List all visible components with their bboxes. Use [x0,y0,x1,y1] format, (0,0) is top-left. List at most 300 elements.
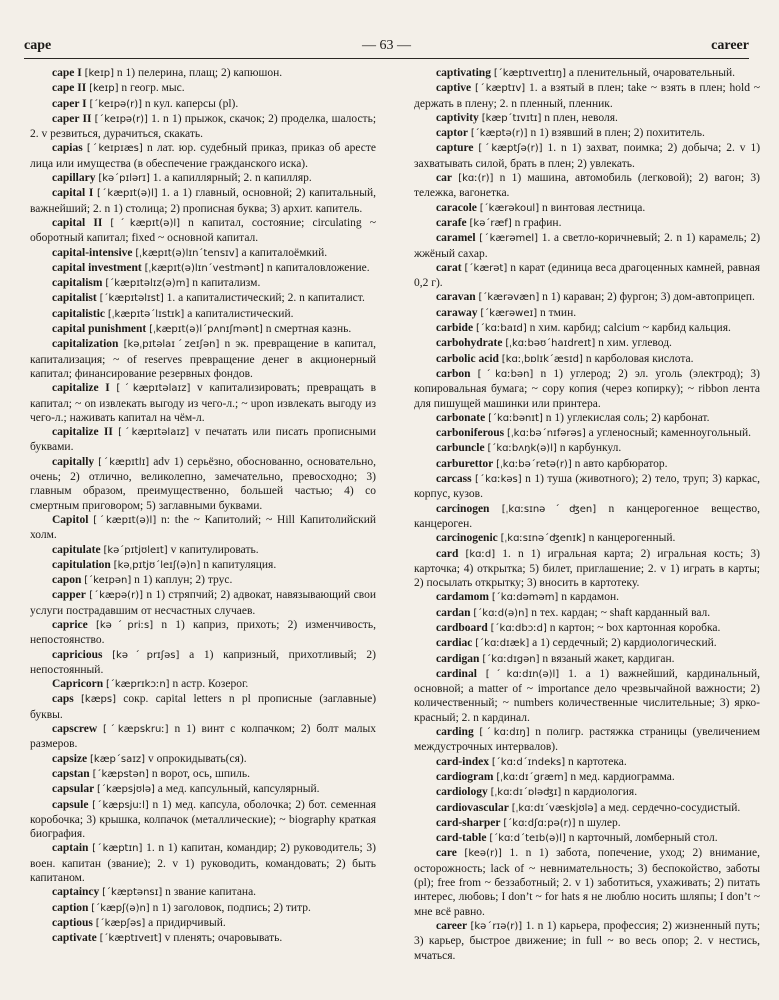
definition: a 1) капризный, прихотливый; 2) непостоянный. [30,648,376,676]
headword: carbon [436,367,471,380]
transcription: [kɑː(r)] [458,173,494,185]
dictionary-entry [414,606,760,621]
transcription: [kəˊprɪʃəs] [112,649,180,661]
transcription: [ˌkɑːdɪˊɒləʤɪ] [490,787,562,799]
definition: v пленять; очаровывать. [164,932,283,945]
transcription: [ˌkɑːdɪˊvæskjʊlə] [511,802,598,814]
headword: carburettor [436,457,494,470]
headword: carbolic acid [436,352,499,365]
transcription: [ˊkɑːdbɔːd] [490,622,547,634]
definition: 1. n 1) капитан, командир; 2) руководитель; 3) воен. капитан (звание); 2. v 1) руководить, командовать; 2) быть капитаном. [30,842,376,885]
dictionary-entry [414,426,760,441]
dictionary-entry [414,171,760,201]
headword: cardinal [436,667,477,680]
dictionary-entry [414,352,760,367]
transcription: [kəˊpriːs] [95,619,154,631]
headword: capsular [52,783,95,796]
dictionary-entry [30,841,376,885]
transcription: [ˌkɑːsɪnəˊʤen] [501,503,597,515]
headword: card-table [436,832,487,845]
headword: cardiogram [436,770,494,783]
definition: 1. a светло-коричневый; 2. n 1) карамель; 2) жжёный сахар. [414,232,760,260]
definition: 1. a капиллярный; 2. n капилляр. [152,172,312,185]
transcription: [ˊkɑːbənɪt] [488,412,543,424]
dictionary-entry [414,755,760,770]
definition: n тех. кардан; ~ shaft карданный вал. [531,606,711,619]
definition: 1. n 1) захват, поимка; 2) добыча; 2. v 1) захватывать силой, брать в плен; 2) увлекать. [414,142,760,170]
dictionary-entry [30,381,376,425]
definition: a капиталоёмкий. [241,246,328,259]
dictionary-entry [30,66,376,81]
transcription: [ˊkɑːdˊteɪb(ə)l] [489,833,566,845]
headword: capillary [52,172,96,185]
dictionary-entry [414,441,760,456]
headword: capitalization [52,338,119,351]
dictionary-entry [414,261,760,291]
definition: n 1) взявший в плен; 2) похититель. [530,127,705,140]
headword: caper II [52,112,92,125]
definition: n 1) заголовок, подпись; 2) титр. [152,901,311,914]
headword: captious [52,916,93,929]
definition: 1. a 1) главный, основной; 2) капитальный, важнейший; 2. n 1) столица; 2) прописная буква; 3) архит. капитель. [30,187,376,215]
dictionary-entry [30,588,376,618]
transcription: [ˊkæpsjuːl] [92,799,149,811]
definition: n 1) стряпчий; 2) адвокат, навязывающий свои услуги пострадавшим от несчастных случаев. [30,589,376,617]
definition: n авто карбюратор. [574,457,668,470]
headword: cardan [436,606,471,619]
dictionary-entry [30,885,376,900]
transcription: [ˊkɑːdˊɪndeks] [491,756,566,768]
transcription: [ˊkæpskruː] [103,724,169,736]
headword: cardboard [436,621,488,634]
dictionary-entry [414,846,760,918]
headword: capital II [52,216,103,229]
dictionary-entry [414,785,760,800]
definition: n кул. каперсы (pl). [144,97,239,110]
transcription: [ˊkɑːdʃɑːpə(r)] [503,817,576,829]
dictionary-entry [414,621,760,636]
headword: capital-intensive [52,246,133,259]
headword: cardigan [436,652,480,665]
right-guide-word: career [711,38,749,53]
headword: caps [52,693,74,706]
headword: caper I [52,97,87,110]
definition: n канцерогенный. [588,532,676,545]
headword: caraway [436,306,478,319]
definition: v печатать или писать прописными буквами. [30,426,376,454]
headword: cardiac [436,637,473,650]
definition: n смертная казнь. [265,323,352,336]
headword: carbide [436,322,474,335]
dictionary-entry [414,141,760,171]
definition: v опрокидывать(ся). [147,752,247,765]
headword: captaincy [52,886,100,899]
headword: capital punishment [52,323,147,336]
headword: card-sharper [436,816,501,829]
definition: v капитализировать; превращать в капитал; ~ on извлекать выгоду из чего-л.; ~ upon извлекать выгоду из чего-л.; наживать капитал на чём-л. [30,382,376,424]
definition: n 1) углерод; 2) эл. уголь (электрод); 3) копировальная бумага; ~ copy копия (через копирку); ~ ribbon лента для пишущей машинки или принтера. [414,367,760,410]
dictionary-entry [30,722,376,752]
dictionary-entry [30,752,376,767]
transcription: [ˊkɑːdɪgən] [482,653,540,665]
transcription: [kɑːˌbɒlɪkˊæsɪd] [501,353,583,365]
transcription: [ˌkɑːsɪnəˊʤenɪk] [500,533,586,545]
definition: n графин. [514,216,562,229]
definition: a 1) сердечный; 2) кардиологический. [532,637,717,650]
dictionary-entry [414,816,760,831]
headword: caravan [436,291,476,304]
dictionary-entry [30,171,376,186]
definition: 1. n 1) забота, попечение, уход; 2) внимание, осторожность; lack of ~ невнимательность; 3) беспокойство, заботы (pl); free from ~ беззаботный; 2. v 1) заботиться, ухаживать; 2) питать интерес, любовь; I don’t ~ for hats я не люблю носить шляпы; I don’t ~ мне всё равно. [414,847,760,918]
definition: n карат (единица веса драгоценных камней, равная 0,2 г). [414,261,760,290]
definition: n кардиология. [564,786,638,799]
dictionary-entry [30,513,376,543]
dictionary-entry [30,186,376,216]
headword: capitalize II [52,426,113,439]
definition: n геогр. мыс. [121,82,185,95]
headword: cardiology [436,786,488,799]
headword: caramel [436,232,476,245]
headword: carcinogenic [436,532,498,545]
dictionary-entry [30,261,376,276]
definition: n 1) каплун; 2) трус. [134,574,233,587]
dictionary-entry [414,201,760,216]
headword: Capitol [52,513,89,526]
definition: n канцерогенное вещество, канцероген. [414,502,760,530]
dictionary-entry [414,111,760,126]
headword: cardamom [436,591,490,604]
transcription: [ˌkæpɪtəˊlɪstɪk] [107,308,185,320]
dictionary-entry [414,81,760,111]
dictionary-entry [30,276,376,291]
definition: n картон; ~ box картонная коробка. [549,621,721,634]
transcription: [kəˊpɪtjʊleɪt] [103,544,168,556]
headword: captivating [436,67,491,79]
headword: card [436,547,459,560]
transcription: [ˌkɑːdɪˊgræm] [496,771,568,783]
transcription: [keə(r)] [464,848,502,860]
transcription: [ˊkeɪpə(r)] [94,113,148,125]
definition: n винтовая лестница. [541,201,646,214]
definition: n картотека. [568,755,627,768]
dictionary-entry [30,692,376,722]
dictionary-entry [30,455,376,513]
headword: capstan [52,767,90,780]
definition: n лат. юр. судебный приказ, приказ об аресте лица или имущества (в обеспечение гражданского иска). [30,142,376,170]
headword: carding [436,726,474,739]
definition: n шулер. [578,816,621,829]
definition: 1. a капиталистический; 2. n капиталист. [166,292,365,305]
headword: carcass [436,473,472,486]
dictionary-entry [30,425,376,455]
definition: n мед. кардиограмма. [570,770,675,783]
transcription: [ˊkærəkoul] [479,202,540,214]
dictionary-entry [414,231,760,261]
definition: n карбункул. [559,442,622,455]
dictionary-entry [30,916,376,931]
headword: captivity [436,111,479,124]
dictionary-entry [30,677,376,692]
headword: capitalize I [52,382,110,395]
transcription: [ˊkæpɪt(ə)l] [110,217,181,229]
headword: capitulate [52,543,101,556]
transcription: [kəˌpɪtəlaɪˊzeɪʃən] [123,339,220,351]
transcription: [ˊkæprɪkɔːn] [105,679,170,691]
definition: n хим. карбид; calcium ~ карбид кальция. [529,322,731,335]
transcription: [ˊkæptənsɪ] [102,887,163,899]
definition: 1. n 1) игральная карта; 2) игральная кость; 3) карточка; 4) открытка; 5) билет, приглашение; 2. v 1) играть в карты; 2) посылать открытку; 3) вносить в картотеку. [414,547,760,590]
dictionary-entry [30,558,376,573]
dictionary-entry [30,798,376,842]
dictionary-entry [30,782,376,797]
transcription: [kæpˊtɪvɪtɪ] [481,112,542,124]
transcription: [ˌkɑːbəˊretə(r)] [496,458,572,470]
transcription: [ˊkeɪpən] [84,575,132,587]
dictionary-entry [414,306,760,321]
headword: capitulation [52,558,111,571]
transcription: [kæps] [81,694,116,706]
definition: a угленосный; каменноугольный. [588,427,751,440]
definition: a придирчивый. [148,916,226,929]
transcription: [ˊkɑːbən] [477,368,534,380]
dictionary-entry [414,667,760,725]
definition: n 1) караван; 2) фургон; 3) дом-автоприцеп. [542,291,755,304]
dictionary-entry [414,367,760,411]
dictionary-entry [414,547,760,591]
dictionary-entry [30,216,376,246]
definition: n 1) каприз, прихоть; 2) изменчивость, непостоянство. [30,618,376,647]
transcription: [ˊkeɪpɪæs] [86,143,143,155]
right-column [414,66,760,994]
headword: capture [436,142,474,155]
definition: n капитал, состояние; circulating ~ оборотный капитал; fixed ~ основной капитал. [30,216,376,245]
dictionary-entry [414,126,760,141]
dictionary-entry [30,648,376,678]
headword: care [436,847,457,860]
dictionary-entry [414,652,760,667]
headword: carat [436,261,462,274]
definition: n кардамон. [561,591,619,604]
dictionary-entry [30,901,376,916]
dictionary-entry [414,411,760,426]
transcription: [ˌkɑːbəʊˊhaɪdreɪt] [505,338,596,350]
definition: 1. a 1) важнейший, кардинальный, основной; a matter of ~ importance дело чрезвычайной важности; 2) количественный; ~ numbers количественные числительные; 3) ярко-красный; 2. n кардинал. [414,667,760,724]
definition: n астр. Козерог. [172,678,249,691]
dictionary-entry [414,216,760,231]
headword: caracole [436,201,477,214]
transcription: [ˊkɑːkəs] [475,474,522,486]
headword: captor [436,127,468,140]
headword: capon [52,574,82,587]
definition: adv 1) серьёзно, обоснованно, основательно, очень; 2) отлично, великолепно, замечательно, превосходно; 3) главным образом, преимущественно, большей частью; 4) со смертным приговором; 5) заглавными буквами. [30,455,376,512]
transcription: [ˌkæpɪt(ə)lˊpʌnɪʃmənt] [149,324,263,336]
definition: n 1) машина, автомобиль (легковой); 2) вагон; 3) тележка, вагонетка. [414,172,760,200]
dictionary-entry [414,336,760,351]
headword: cape I [52,67,82,79]
headword: capias [52,142,83,155]
definition: 1. n 1) прыжок, скачок; 2) проделка, шалость; 2. v резвиться, дурачиться, скакать. [30,112,376,141]
headword: carbonate [436,411,486,424]
headword: captive [436,82,472,95]
headword: Capricorn [52,678,104,691]
definition: n 1) углекислая соль; 2) карбонат. [545,411,710,424]
definition: n капитуляция. [203,558,277,571]
headword: capper [52,589,86,602]
dictionary-entry [30,112,376,142]
definition: n 1) пелерина, плащ; 2) капюшон. [116,67,283,79]
definition: n ворот, ось, шпиль. [151,767,250,780]
transcription: [keɪp] [89,83,119,95]
definition: a пленительный, очаровательный. [568,67,736,79]
page-number: — 63 — [362,38,411,53]
transcription: [ˊkɑːdɪn(ə)l] [485,668,560,680]
dictionary-entry [30,322,376,337]
definition: a капиталистический. [187,307,294,320]
dictionary-entry [414,321,760,336]
headword: caption [52,901,89,914]
transcription: [ˊkæptɪveɪtɪŋ] [493,68,566,79]
transcription: [ˊkæpɪtlɪ] [98,456,150,468]
headword: car [436,172,452,185]
transcription: [ˊkɑːdɪæk] [475,638,530,650]
transcription: [kəˊrɪə(r)] [470,920,523,932]
transcription: [ˊkæptɪn] [92,843,143,855]
dictionary-entry [30,141,376,171]
transcription: [ˊkæptə(r)] [470,128,528,140]
transcription: [ˊkæpʃ(ə)n] [91,902,150,914]
dictionary-entry [414,801,760,816]
transcription: [kɑːd] [465,548,496,560]
dictionary-entry [30,291,376,306]
dictionary-entry [30,337,376,381]
dictionary-entry [414,770,760,785]
transcription: [ˊkæpɪtəlɪst] [99,293,164,305]
headword: card-index [436,755,490,768]
headword: carafe [436,216,467,229]
definition: 1. a взятый в плен; take ~ взять в плен; hold ~ держать в плену; 2. n пленный, пленник. [414,82,760,110]
transcription: [ˊkæpɪt(ə)l] [93,514,157,526]
definition: n капитализм. [192,277,261,290]
definition: 1. n 1) карьера, профессия; 2) жизненный путь; 3) карьер, быстрое движение; in full ~ во весь опор; 2. v нестись, мчаться. [414,919,760,962]
dictionary-entry [414,590,760,605]
dictionary-entry [414,457,760,472]
dictionary-entry [414,290,760,305]
definition: n вязаный жакет, кардиган. [542,652,675,665]
transcription: [ˊkæpsjʊlə] [97,784,155,796]
transcription: [ˊkæpɪtəlɪz(ə)m] [105,278,190,290]
headword: carbuncle [436,442,485,455]
transcription: [ˊkæpɪtəlaɪz] [116,383,191,395]
transcription: [kæpˊsaɪz] [90,753,146,765]
headword: capitalist [52,292,97,305]
dictionary-entry [414,636,760,651]
headword: captain [52,842,89,855]
headword: carboniferous [436,427,505,440]
headword: caprice [52,618,88,631]
transcription: [ˊkɑːdɪŋ] [479,727,530,739]
headword: cardiovascular [436,801,509,814]
transcription: [ˊkæpʃəs] [95,917,146,929]
transcription: [ˊkɑːbaɪd] [475,323,527,335]
definition: n 1) туша (животного); 2) тело, труп; 3) каркас, корпус, кузов. [414,473,760,501]
headword: capricious [52,648,103,661]
headword: carbohydrate [436,337,503,350]
dictionary-entry [30,767,376,782]
definition: сокр. capital letters n pl прописные (заглавные) буквы. [30,693,376,721]
dictionary-entry [30,97,376,112]
definition: a мед. сердечно-сосудистый. [600,801,741,814]
transcription: [ˊkɑːd(ə)n] [473,607,529,619]
left-guide-word: cape [24,38,52,53]
definition: n эк. превращение в капитал, капитализация; ~ of reserves превращение денег в акционерный капитал; финансирование резервных фондов. [30,338,376,380]
headword: carcinogen [436,502,490,515]
definition: n: the ~ Капитолий; ~ Hill Капитолийский холм. [30,513,376,542]
definition: v капитулировать. [170,543,259,556]
transcription: [kəˊræf] [469,217,512,229]
page-header [24,38,749,60]
definition: n хим. углевод. [598,337,672,350]
transcription: [ˊkɑːdəməm] [491,592,559,604]
transcription: [ˊkæpɪt(ə)l] [96,188,158,200]
dictionary-entry [414,919,760,963]
transcription: [keɪp] [84,68,115,79]
transcription: [kəˊpɪlərɪ] [98,173,150,185]
dictionary-entry [30,573,376,588]
dictionary-entry [30,618,376,648]
headword: capsize [52,752,88,765]
definition: n 1) винт с колпачком; 2) болт малых размеров. [30,723,376,751]
transcription: [ˊkæptɪv] [474,83,526,95]
transcription: [kəˌpɪtjʊˊleɪʃ(ə)n] [113,559,201,571]
definition: n звание капитана. [165,886,257,899]
definition: a мед. капсульный, капсулярный. [157,783,320,796]
definition: n карболовая кислота. [585,352,694,365]
definition: n тмин. [540,306,577,319]
headword: capital I [52,187,94,200]
definition: n 1) мед. капсула, оболочка; 2) бот. семенная коробочка; 3) крышка, колпачок (металлические); ~ biography краткая биография. [30,798,376,841]
headword: cape II [52,82,87,95]
transcription: [ˊkæpə(r)] [89,590,143,602]
headword: capsule [52,798,89,811]
left-column [30,66,376,994]
dictionary-entry [414,831,760,846]
headword: captivate [52,932,97,945]
transcription: [ˊkɑːbʌŋk(ə)l] [487,443,557,455]
dictionary-entry [30,81,376,96]
transcription: [ˊkæpɪtəlaɪz] [118,427,190,439]
transcription: [ˊkeɪpə(r)] [89,98,143,110]
headword: capscrew [52,723,98,736]
transcription: [ˌkɑːbəˊnɪfərəs] [507,428,586,440]
definition: n плен, неволя. [544,111,618,124]
dictionary-entry [414,725,760,755]
transcription: [ˊkærəvæn] [478,292,540,304]
dictionary-entry [414,472,760,502]
dictionary-entry [414,502,760,532]
headword: capitally [52,455,95,468]
dictionary-entry [414,531,760,546]
dictionary-entry [30,246,376,261]
transcription: [ˊkærəmel] [479,233,539,245]
headword: career [436,919,468,932]
dictionary-entry [414,66,760,81]
definition: n карточный, ломберный стол. [568,832,718,845]
transcription: [ˊkærət] [464,262,508,274]
transcription: [ˊkæpstən] [92,768,149,780]
transcription: [ˊkærəweɪ] [480,307,538,319]
dictionary-entry [30,931,376,946]
transcription: [ˌkæpɪt(ə)lɪnˊtensɪv] [135,247,239,259]
